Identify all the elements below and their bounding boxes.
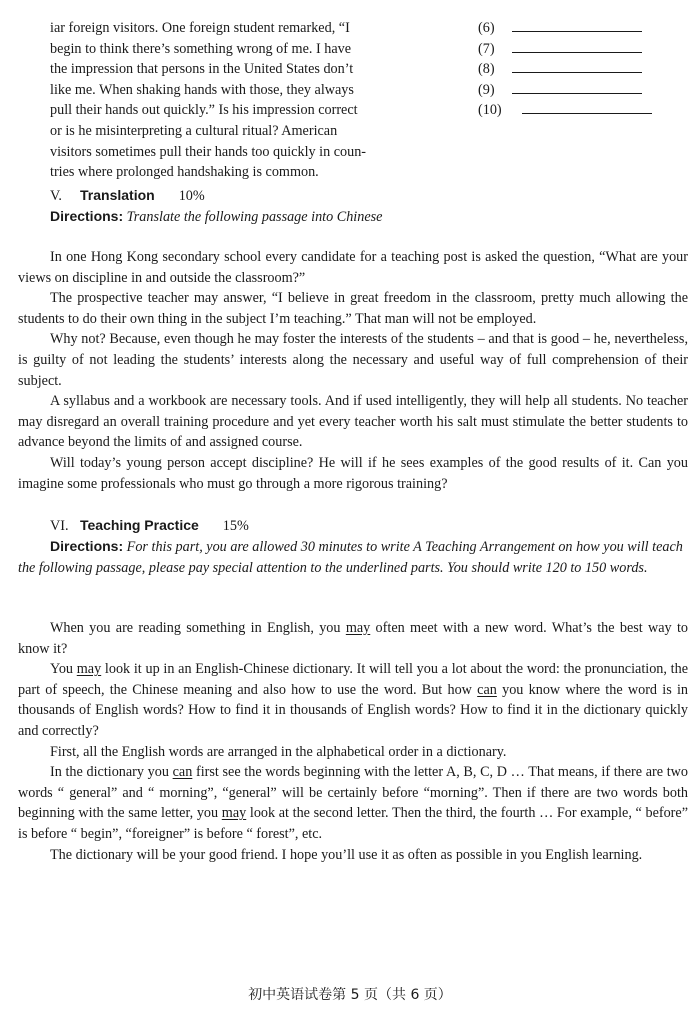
- underlined-word: can: [477, 681, 497, 698]
- directions-text: Translate the following passage into Chinese: [126, 209, 383, 225]
- answer-row: [478, 18, 678, 39]
- section-number: VI.: [50, 518, 69, 534]
- answer-number: (6): [478, 20, 495, 36]
- section-percent: 15%: [222, 518, 249, 534]
- answer-number: (10): [478, 102, 502, 119]
- answer-row: [478, 100, 678, 121]
- underlined-word: may: [221, 805, 247, 822]
- answer-blank[interactable]: [512, 18, 642, 32]
- answer-number: (9): [478, 81, 495, 98]
- answer-blank[interactable]: [512, 59, 642, 73]
- teaching-passage: [18, 618, 688, 865]
- underlined-word: may: [345, 620, 371, 636]
- passage-line: or is he misinterpreting a cultural ritual? American: [50, 122, 338, 139]
- underlined-word: may: [76, 661, 102, 678]
- passage-line: pull their hands out quickly.” Is his impression correct: [50, 102, 358, 119]
- paragraph: You may look it up in an English-Chinese dictionary. It will tell you a lot about the word: the pronunciation, the part of speech, the Chinese meaning and also how to use the word. But how can you know where the word is in thousands of English words? How to find it in thousands of English words? How to find it in the dictionary quickly and correctly?: [18, 661, 689, 739]
- answer-number: (8): [478, 61, 495, 78]
- passage-line: like me. When shaking hands with those, they always: [50, 81, 354, 98]
- passage-line: visitors sometimes pull their hands too quickly in coun-: [50, 143, 367, 160]
- answer-row: [478, 80, 678, 101]
- translation-passage: [18, 247, 688, 494]
- paragraph: Will today’s young person accept discipline? He will if he sees examples of the good results of it. Can you imagine some professionals who must go through a more rigorous training?: [18, 454, 688, 492]
- section-6-directions: [18, 536, 688, 578]
- answer-blanks: [478, 18, 678, 121]
- paragraph: A syllabus and a workbook are necessary tools. And if used intelligently, they will help all students. No teacher may disregard an overall training procedure and yet every teacher worth his salt must stimulate the better students to advance beyond the limits of and assigned course.: [18, 393, 688, 451]
- paragraph: In one Hong Kong secondary school every candidate for a teaching post is asked the question, “What are your views on discipline in and outside the classroom?”: [18, 249, 688, 286]
- paragraph: Why not? Because, even though he may foster the interests of the students – and that is good – he, nevertheless, is guilty of not leading the students’ interests along the necessary and useful way of full comprehension of their subject.: [18, 331, 688, 389]
- paragraph: The prospective teacher may answer, “I believe in great freedom in the classroom, pretty much allowing the students to do their own thing in the subject I’m teaching.” That man will not be employed.: [18, 290, 688, 327]
- answer-blank[interactable]: [512, 80, 642, 94]
- passage-line: tries where prolonged handshaking is common.: [50, 164, 319, 181]
- passage-line: begin to think there’s something wrong of me. I have: [50, 40, 352, 57]
- answer-row: [478, 39, 678, 60]
- underlined-word: can: [172, 764, 193, 781]
- section-6-title: [50, 515, 249, 537]
- paragraph: The dictionary will be your good friend. I hope you’ll use it as often as possible in you English learning.: [50, 846, 643, 863]
- answer-row: [478, 59, 678, 80]
- cloze-passage-excerpt: [50, 18, 435, 183]
- page-footer: 初中英语试卷第 5 页（共 6 页）: [248, 987, 452, 1003]
- directions-label: Directions:: [50, 208, 124, 224]
- passage-line: iar foreign visitors. One foreign student remarked, “I: [50, 20, 350, 36]
- section-number: V.: [50, 188, 62, 204]
- section-percent: 10%: [178, 188, 205, 204]
- paragraph: When you are reading something in English, you may often meet with a new word. What’s the best way to know it?: [18, 620, 688, 657]
- paragraph: First, all the English words are arranged in the alphabetical order in a dictionary.: [50, 743, 507, 760]
- directions-text: For this part, you are allowed 30 minutes to write A Teaching Arrangement on how you will teach the following passage, please pay special attention to the underlined parts. You should write 120 to 150 words.: [18, 539, 683, 576]
- directions-label: Directions:: [50, 538, 124, 554]
- answer-number: (7): [478, 40, 495, 57]
- section-name: Translation: [80, 187, 155, 203]
- section-name: Teaching Practice: [80, 517, 199, 533]
- top-block: [0, 18, 700, 188]
- answer-blank[interactable]: [522, 100, 652, 114]
- answer-blank[interactable]: [512, 39, 642, 53]
- passage-line: the impression that persons in the United States don’t: [50, 61, 354, 78]
- section-5-directions: [50, 206, 382, 228]
- section-5-title: [50, 185, 205, 207]
- paragraph: In the dictionary you can first see the words beginning with the letter A, B, C, D … That means, if there are two words “ general” and “ morning”, “general” will be certainly before “morning”. Then if there are two words both beginning with the same letter, you may look at the second letter. Then the third, the fourth … For example, “ before” is before “ begin”, “foreigner” is before “ forest”, etc.: [18, 764, 689, 842]
